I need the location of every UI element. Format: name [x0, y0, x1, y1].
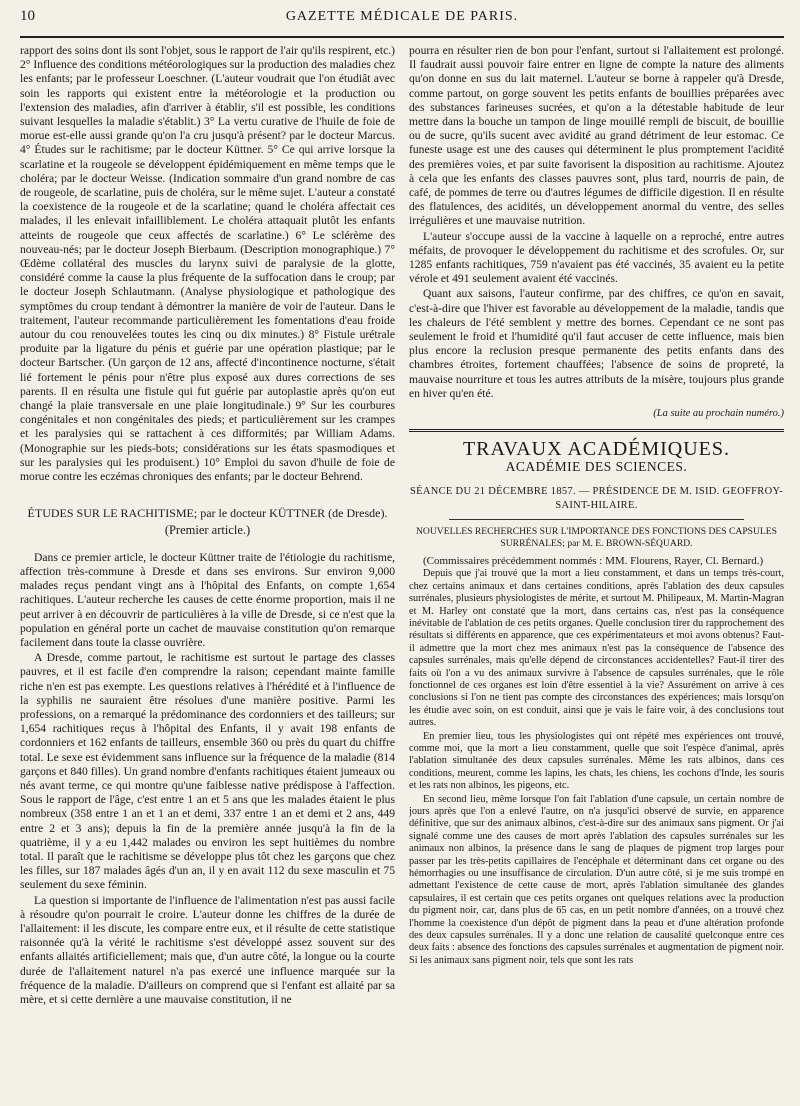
section-title: TRAVAUX ACADÉMIQUES.: [462, 438, 731, 461]
academy-paragraph: En second lieu, même lorsque l'on fait l'ablation d'une capsule, un certain nombre de jours après que l'on a enlevé l'autre, on n'a jusqu'ici observé de survie, en apparence définitive, que sur des animaux albinos, c'est-à-dire sur des animaux sans pigment. Or j'ai signalé comme une des causes de mort après l'ablation des capsules surrénales sur les animaux non albinos, la présence dans le sang de plaques de pigment trop larges pour passer par les très-petits capillaires de l'encéphale et déterminant dans cet organe ou des hémorrhagies ou une insuffisance de circulation. D'un autre côté, si je me suis trompé en admettant l'existence de cette cause de mort, après l'ablation simultanée des glandes capsulaires, il est certain que ces petits organes ont quelques relations avec la production du pigment noir, car, dans plus de 65 cas, en un petit nombre d'années, on a trouvé chez l'homme la coexistence d'un dépôt de pigment dans la peau et d'une altération profonde des deux capsules surrénales. Il y a donc une relation de causalité quelconque entre ces deux faits : absence des fonctions des capsules surrénales et augmentation de pigment noir. Si les animaux sans pigment noir, tels que sont les rats: [409, 793, 784, 966]
right-column: [409, 44, 784, 1094]
section-subtitle: ACADÉMIE DES SCIENCES.: [505, 459, 688, 475]
body-paragraph: La question si importante de l'influence de l'alimentation n'est pas aussi facile à résoudre qu'on pourrait le croire. L'auteur donne les chiffres de la durée de l'allaitement: il les discute, les compare entre eux, et il résulte de cette statistique raisonnée qu'à la vérité le rachitisme s'est développé assez souvent sur des enfants allaités artificiellement; mais que, d'un autre côté, la longue ou la courte durée de l'allaitement naturel n'a pas exercé une influence marquée sur la fréquence de la maladie. D'ailleurs on comprend que si l'enfant est allaité par sa mère, et si cette dernière a une mauvaise constitution, il ne: [20, 893, 395, 1006]
article-subheading: (Premier article.): [164, 522, 251, 537]
two-column-body: [20, 44, 784, 1094]
page-number: 10: [20, 8, 35, 24]
intro-paragraph: rapport des soins dont ils sont l'objet, sous le rapport de l'air qu'ils respirent, etc.) 2° Influence des conditions météorologiques sur la production des maladies chez les enfants; par le professeur Loeschner. (L'auteur voudrait que l'on étudiât avec soin les rapports qui existent entre la météorologie et la production ou l'extension des maladies, afin d'arriver à établir, s'il est possible, les conditions suivant lesquelles la maladie s'établit.) 3° La vertu curative de l'huile de foie de morue est-elle aussi grande qu'on l'a cru jusqu'à présent? par le docteur Marcus. 4° Études sur le rachitisme; par le docteur Küttner. 5° Ce qui arrive lorsque la scarlatine et la rougeole se développent épidémiquement en même temps que le choléra; par le docteur Weisse. (Indication sommaire d'un grand nombre de cas de rougeole, de scarlatine, puis de choléra, sur le même sujet. L'auteur a constaté la coexistence de la rougeole et de la scarlatine; quand le choléra affectait ces malades, il les enlevait infailliblement. Le choléra attaquait plutôt les enfants atteints de rougeole que ceux affectés de scarlatine.) 6° Le sclérème des nouveau-nés; par le docteur Joseph Bierbaum. (Description monographique.) 7° Œdème collatéral des muscles du larynx suivi de paralysie de la glotte, considéré comme la cause la plus fréquente de la suffocation dans le croup; par le docteur Joseph Schlautmann. (Analyse physiologique et pathologique des symptômes du croup tendant à démontrer la manière de voir de l'auteur. Dans le traitement, l'auteur recommande particulièrement les fomentations d'eau froide autour du cou renouvelées toutes les cinq ou dix minutes.) 8° Fistule urétrale produite par la ligature du pénis et guérie par une opération plastique; par le docteur Bartscher. (Un garçon de 12 ans, affecté d'incontinence nocturne, s'était lié fortement le pénis pour n'être plus exposé aux dures corrections de ses parents. Il en résulta une fistule qui fut guérie par autoplastie après qu'on eut changé la plaie transversale en une plaie longitudinale.) 9° Sur les courbures congénitales et non congénitales des pieds; et particulièrement sur les crampes et les paralysies qui se rattachent à ces difformités; par William Adams. (Monographie sur les pieds-bots; considérations sur les états spasmodiques et sur les paralysies qui les produisent.) 10° Emploi du savon d'huile de foie de morue contre les eczémas chroniques des enfants; par le docteur Behrend.: [20, 44, 395, 484]
academy-text: [409, 568, 784, 967]
body-paragraph: A Dresde, comme partout, le rachitisme est surtout le partage des classes pauvres, et il est facile d'en comprendre la raison; cependant mainte famille riche n'en est pas exempte. Les questions relatives à l'hérédité et à l'influence de la syphilis ne sauraient être résolues d'une manière positive. Parmi les professions, on a remarqué la prédominance des cordonniers et des tailleurs; sur 1,654 rachitiques reçus à l'hôpital des Enfants, il y avait 198 enfants de cordonniers et 162 enfants de tailleurs, ensemble 360 ou près du quart du chiffre total. Le sexe est évidemment sans influence sur la fréquence de la maladie (814 garçons et 840 filles). Un grand nombre d'enfants rachitiques étaient jumeaux ou nés avant terme, ce qui montre qu'une faiblesse native prédispose à l'affection. Sous le rapport de l'âge, c'est entre 1 an et 5 ans que les malades étaient le plus nombreux (358 entre 1 an et 1 an et demi, 337 entre 1 an et demi et 2 ans, 449 entre 2 et 3 ans); depuis la fin de la première année jusqu'à la fin de la quatrième, il y a eu 1,442 malades ou environ les sept huitièmes du nombre total. Il paraît que le rachitisme se développe plus tôt chez les garçons que chez les filles, sur 187 malades âgés d'un an, il y en avait 112 du sexe masculin et 75 seulement du sexe féminin.: [20, 651, 395, 892]
academy-paragraph: Depuis que j'ai trouvé que la mort a lieu constamment, et dans un temps très-court, chez certains animaux et dans certaines conditions, après l'ablation des deux capsules surrénales, plusieurs physiologistes de mérite, et surtout M. Philipeaux, M. Martin-Magran et M. Harley ont constaté que la mort, dans certains cas, n'est pas la conséquence inévitable de l'ablation de ces petits organes. Quelle conclusion tirer du rapprochement des résultats si différents en apparence, que ces expérimentateurs et moi avons obtenus? Faut-il admettre que la mort chez mes animaux n'est pas la conséquence de l'absence des capsules surrénales, mais qu'elle dépend de circonstances accidentelles? Faut-il tirer des faits où l'on a vu des animaux survivre à l'absence de capsules surrénales, que le rôle fonctionnel de ces organes est loin d'être essentiel à la vie? Assurément on arrive à ces conclusions si l'on ne tient pas compte des circonstances des expériences; mais lorsqu'on les étudie avec soin, on est conduit, ainsi que je vais le faire voir, à des conclusions tout autres.: [409, 568, 784, 729]
academy-paragraph: En premier lieu, tous les physiologistes qui ont répété mes expériences ont trouvé, comme moi, que la mort a lieu constamment, quelle que soit l'espèce d'animal, après l'ablation simultanée des deux capsules surrénales. Même les rats albinos, dans ces conditions, meurent, comme les lapins, les chats, les chiens, les cochons d'Inde, les souris et les rats non albinos, les pigeons, etc.: [409, 730, 784, 792]
commissaires-line: (Commissaires précédemment nommés : MM. Flourens, Rayer, Cl. Bernard.): [423, 555, 764, 568]
body-paragraph: Quant aux saisons, l'auteur confirme, par des chiffres, ce qu'on en savait, c'est-à-dire que l'hiver est favorable au développement de la maladie, tandis que les chaleurs de l'été semblent y mettre des bornes. Cependant ce ne sont pas seulement le froid et l'humidité qu'il faut accuser de cette influence, mais bien plus encore la reclusion presque permanente des petits enfants dans des chambres étroites, fortement chauffées; l'absence de soins de propreté, la mauvaise nourriture et tous les autres attributs de la misère, toujours plus grande en hiver qu'en été.: [409, 287, 784, 400]
header-rule: [20, 36, 784, 38]
left-column: [20, 44, 395, 1094]
body-paragraph: Dans ce premier article, le docteur Küttner traite de l'étiologie du rachitisme, affection très-commune à Dresde et dans ses environs. Sur environ 9,000 malades reçus pendant vingt ans à l'hôpital des Enfants, on compte 1,654 rachitiques. L'auteur recherche les causes de cette énorme proportion, mais il ne peut arriver à en découvrir de particulières à la ville de Dresde, si ce n'est que la population en général porte un cachet de mauvaise constitution qu'on remarque facilement dans toute la classe ouvrière.: [20, 550, 395, 649]
paper-title: NOUVELLES RECHERCHES SUR L'IMPORTANCE DES FONCTIONS DES CAPSULES SURRÉNALES; par M. E. BROWN-SÉQUARD.: [416, 526, 777, 550]
article-heading: ÉTUDES SUR LE RACHITISME; par le docteur KÜTTNER (de Dresde).: [27, 506, 388, 521]
page-header: [20, 8, 784, 32]
separator-rule: [449, 519, 744, 520]
section-divider: [409, 429, 784, 432]
body-paragraph: L'auteur s'occupe aussi de la vaccine à laquelle on a reproché, entre autres méfaits, de provoquer le développement du rachitisme et des scrofules. Or, sur 1285 enfants rachitiques, 759 n'avaient pas été vaccinés, 35 avaient eu la petite vérole et 491 seulement avaient été vaccinés.: [409, 229, 784, 286]
continued-note: (La suite au prochain numéro.): [653, 408, 784, 420]
seance-line: SÉANCE DU 21 DÉCEMBRE 1857. — PRÉSIDENCE DE M. ISID. GEOFFROY-SAINT-HILAIRE.: [410, 485, 783, 511]
running-title: GAZETTE MÉDICALE DE PARIS.: [285, 9, 519, 24]
body-paragraph: pourra en résulter rien de bon pour l'enfant, surtout si l'allaitement est prolongé. Il faudrait aussi pouvoir faire entrer en ligne de compte la nature des aliments qu'on donne en sus du lait maternel. L'auteur se borne à rappeler qu'à Dresde, comme partout, on gorge souvent les petits enfants de bouillies préparées avec des substances farineuses sucrées, et qu'on a la détestable habitude de leur mettre dans la bouche un tampon de linge mouillé rempli de biscuit, de bouillie ou de sucre, qu'ils sucent avec avidité au grand détriment de leur estomac. Ce funeste usage est une des causes qui déterminent le plus promptement l'acidité des premières voies, et par suite favorisent la disposition au rachitisme. Ajoutez à cela que les enfants des classes pauvres sont, plus tard, nourris de pain, de café, de pommes de terre ou d'autres légumes de difficile digestion. Il en résulte des flatulences, des acidités, un développement anormal du ventre, des selles irrégulières et une mauvaise nutrition.: [409, 44, 784, 228]
